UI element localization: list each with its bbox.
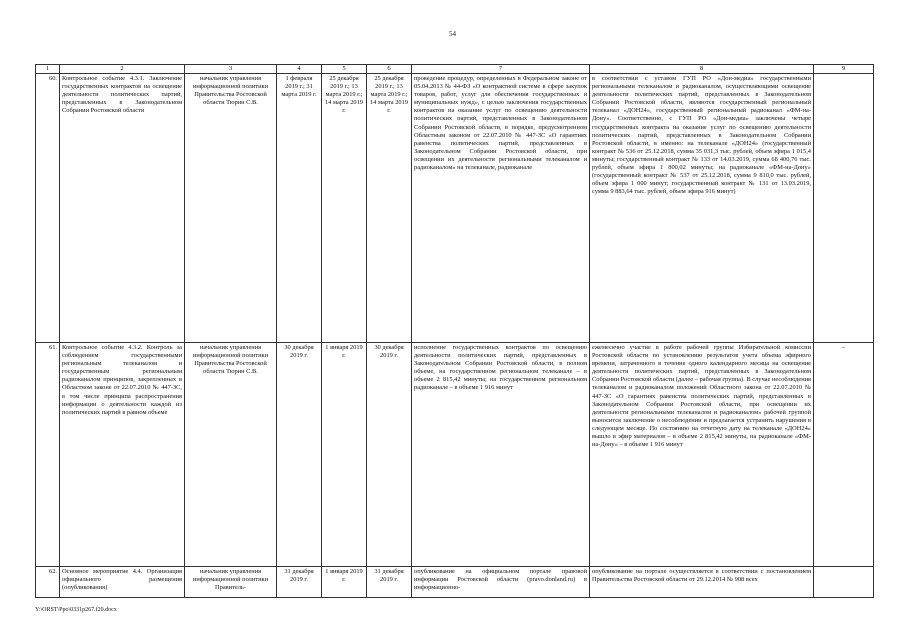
implementation-info: ежемесячно участие в работе рабочей группы Избирательной комиссии Ростовской области по установлению результатов учета объема эфирного времени, затраченного в течение одного календарного месяца на освещение деятельности политических партий, представленных в Законодательном Собрании Ростовской области (далее – рабочая группа). В случае несоблюдения телеканалом и радиоканалом положений Областного закона от 22.07.2010 № 447-ЗС «О гарантиях равенства политических партий, представленных в Законодательном Собрании Ростовской области, при освещении их деятельности региональными телеканалом и радиоканалом» рабочей группой выносится заключение о несоблюдении и предлагается устранить нарушения в следующем месяце. По состоянию на отчетную дату на телеканале «ДОН24» вышло в эфир материалов – в объеме 2 815,42 минуты, на радиоканале «ФМ-на-Дону» – в объеме 1 916 минут	[590, 343, 814, 567]
column-header: 8	[590, 65, 814, 74]
row-number: 62.	[36, 567, 60, 598]
expected-result: опубликование на официальном портале правовой информации Ростовской области (pravo.donland.ru) в информационно-	[412, 567, 590, 598]
table-row	[36, 567, 874, 598]
event-name: Контрольное событие 4.3.2. Контроль за соблюдением государственными региональным телеканалом и государственным региональным радиоканалом принципов, закрепленных в Областном законе от 22.07.2010 № 447-ЗС, в том числе принципа распространения информации о деятельности каждой из политических партий в равном объеме	[60, 343, 185, 567]
table-row	[36, 74, 874, 343]
planned-date: 30 декабря 2019 г.	[277, 343, 322, 567]
row-number: 61.	[36, 343, 60, 567]
column-header: 4	[277, 65, 322, 74]
planned-date: 31 декабря 2019 г.	[277, 567, 322, 598]
table-row	[36, 343, 874, 567]
column-header: 9	[814, 65, 874, 74]
responsible-executor: начальник управления информационной политики Правитель-	[185, 567, 277, 598]
plan-table	[35, 64, 874, 598]
column-header: 7	[412, 65, 590, 74]
event-name: Контрольное событие 4.3.1. Заключение государственных контрактов на освещение деятельности политических партий, представленных в Законодательном Собрании Ростовской области	[60, 74, 185, 343]
responsible-executor: начальник управления информационной политики Правительства Ростовской области Тюрин С.В.	[185, 74, 277, 343]
implementation-info: опубликование на портале осуществляется в соответствии с постановлением Правительства Ростовской области от 29.12.2014 № 908 всех	[590, 567, 814, 598]
column-header: 2	[60, 65, 185, 74]
note: –	[814, 343, 874, 567]
column-header: 3	[185, 65, 277, 74]
note	[814, 567, 874, 598]
implementation-info: в соответствии с уставом ГУП РО «Дон-медиа» государственными региональными телеканалом и радиоканалом, осуществляющими освещение деятельности политических партий, представленных в Законодательном Собрании Ростовской области, являются государственный региональный телеканал «ДОН24», государственный региональный радиоканал «ФМ-на-Дону». Соответственно, с ГУП РО «Дон-медиа» заключены четыре государственных контракта на оказание услуг по освещению деятельности политических партий, представленных в Законодательном Собрании Ростовской области, в именно: на телеканале «ДОН24» (государственный контракт № 536 от 25.12.2018, сумма 35 031,3 тыс. рублей, объем эфира 1 015,4 минуты; государственный контракт № 133 от 14.03.2019, сумма 68 400,76 тыс. рублей, объем эфира 1 800,02 минуты; на радиоканале «ФМ-на-Дону» (государственный контракт № 537 от 25.12.2018, сумма 9 810,0 тыс. рублей, объем эфира 1 000 минут; государственный контракт № 131 от 13.03.2019, сумма 9 883,64 тыс. рублей, объем эфира 916 минут)	[590, 74, 814, 343]
planned-date: 1 февраля 2019 г.; 31 марта 2019 г.	[277, 74, 322, 343]
file-path-footer: Y:\ORST\Ppo\0331p267.f20.docx	[35, 607, 117, 613]
actual-start-date: 25 декабря 2019 г.; 13 марта 2019 г.; 14 марта 2019 г.	[322, 74, 367, 343]
expected-result: исполнение государственных контрактов по освещению деятельности политических партий, представленных в Законодательном Собрании Ростовской области, в полном объеме, на государственном региональном телеканале – в объеме 2 815,42 минуты; на государственном региональном радиоканале – в объеме 1 916 минут	[412, 343, 590, 567]
actual-end-date: 31 декабря 2019 г.	[367, 567, 412, 598]
column-header: 5	[322, 65, 367, 74]
actual-start-date: 1 января 2019 г.	[322, 567, 367, 598]
column-header: 1	[36, 65, 60, 74]
note	[814, 74, 874, 343]
expected-result: проведение процедур, определенных в Федеральном законе от 05.04.2013 № 44-ФЗ «О контрактной системе в сфере закупок товаров, работ, услуг для обеспечения государственных и муниципальных нужд», с целью заключения государственных контрактов на оказание услуг по освещению деятельности политических партий, представленных в Законодательном Собрании Ростовской области, в порядке, предусмотренном Областным законом от 22.07.2010 № 447-ЗС «О гарантиях равенства политических партий, представленных в Законодательном Собрании Ростовской области, при освещении их деятельности региональными телеканалом и радиоканалом» на телеканале, радиоканале	[412, 74, 590, 343]
column-header: 6	[367, 65, 412, 74]
responsible-executor: начальник управления информационной политики Правительства Ростовской области Тюрин С.В.	[185, 343, 277, 567]
column-number-row	[36, 65, 874, 74]
actual-end-date: 25 декабря 2019 г.; 13 марта 2019 г.; 14 марта 2019 г.	[367, 74, 412, 343]
event-name: Основное мероприятие 4.4. Организация официального размещения (опубликования)	[60, 567, 185, 598]
row-number: 60.	[36, 74, 60, 343]
actual-end-date: 30 декабря 2019 г.	[367, 343, 412, 567]
actual-start-date: 1 января 2019 г.	[322, 343, 367, 567]
page-number: 54	[449, 30, 456, 38]
